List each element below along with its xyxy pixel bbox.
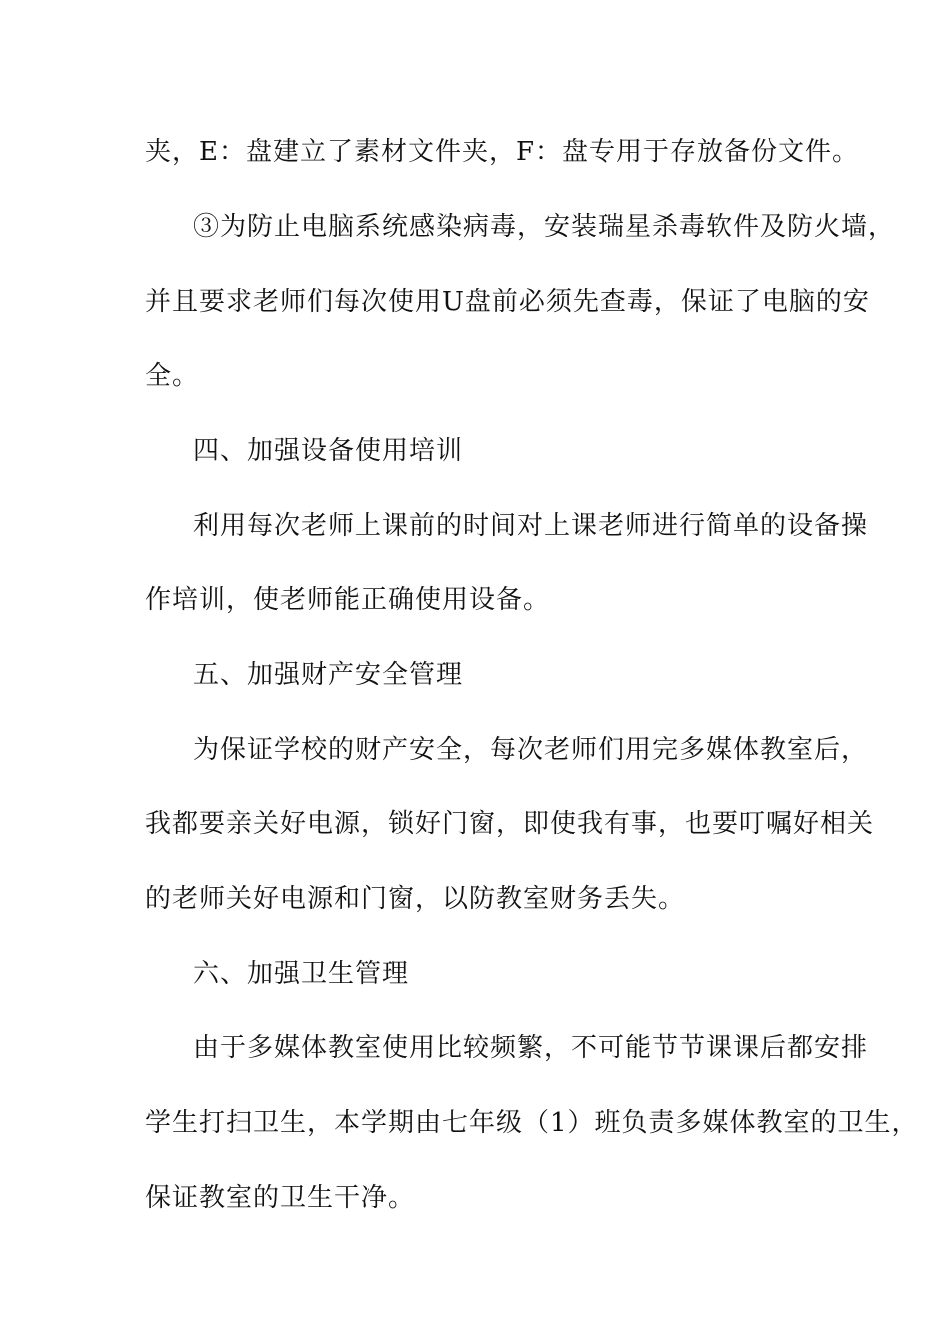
paragraph-training-line-1: 利用每次老师上课前的时间对上课老师进行简单的设备操 xyxy=(193,511,869,541)
section-heading-hygiene: 六、加强卫生管理 xyxy=(193,959,410,989)
section-heading-training: 四、加强设备使用培训 xyxy=(193,436,464,466)
paragraph-antivirus-line-2: 并且要求老师们每次使用U盘前必须先查毒，保证了电脑的安 xyxy=(145,287,870,317)
paragraph-antivirus-line-1: ③为防止电脑系统感染病毒，安装瑞星杀毒软件及防火墙， xyxy=(193,212,896,242)
paragraph-property-line-2: 我都要亲关好电源，锁好门窗，即使我有事，也要叮嘱好相关 xyxy=(145,809,875,839)
paragraph-property-line-1: 为保证学校的财产安全，每次老师们用完多媒体教室后， xyxy=(193,735,869,765)
paragraph-antivirus-line-3: 全。 xyxy=(145,361,200,391)
paragraph-property-line-3: 的老师关好电源和门窗，以防教室财务丢失。 xyxy=(145,884,686,914)
section-heading-property-safety: 五、加强财产安全管理 xyxy=(193,660,464,690)
paragraph-hygiene-line-3: 保证教室的卫生干净。 xyxy=(145,1183,416,1213)
paragraph-hygiene-line-1: 由于多媒体教室使用比较频繁，不可能节节课课后都安排 xyxy=(193,1033,869,1063)
paragraph-training-line-2: 作培训，使老师能正确使用设备。 xyxy=(145,585,551,615)
paragraph-hygiene-line-2: 学生打扫卫生，本学期由七年级（1）班负责多媒体教室的卫生， xyxy=(145,1108,919,1138)
paragraph-continuation-line: 夹，E：盘建立了素材文件夹，F：盘专用于存放备份文件。 xyxy=(145,137,860,167)
